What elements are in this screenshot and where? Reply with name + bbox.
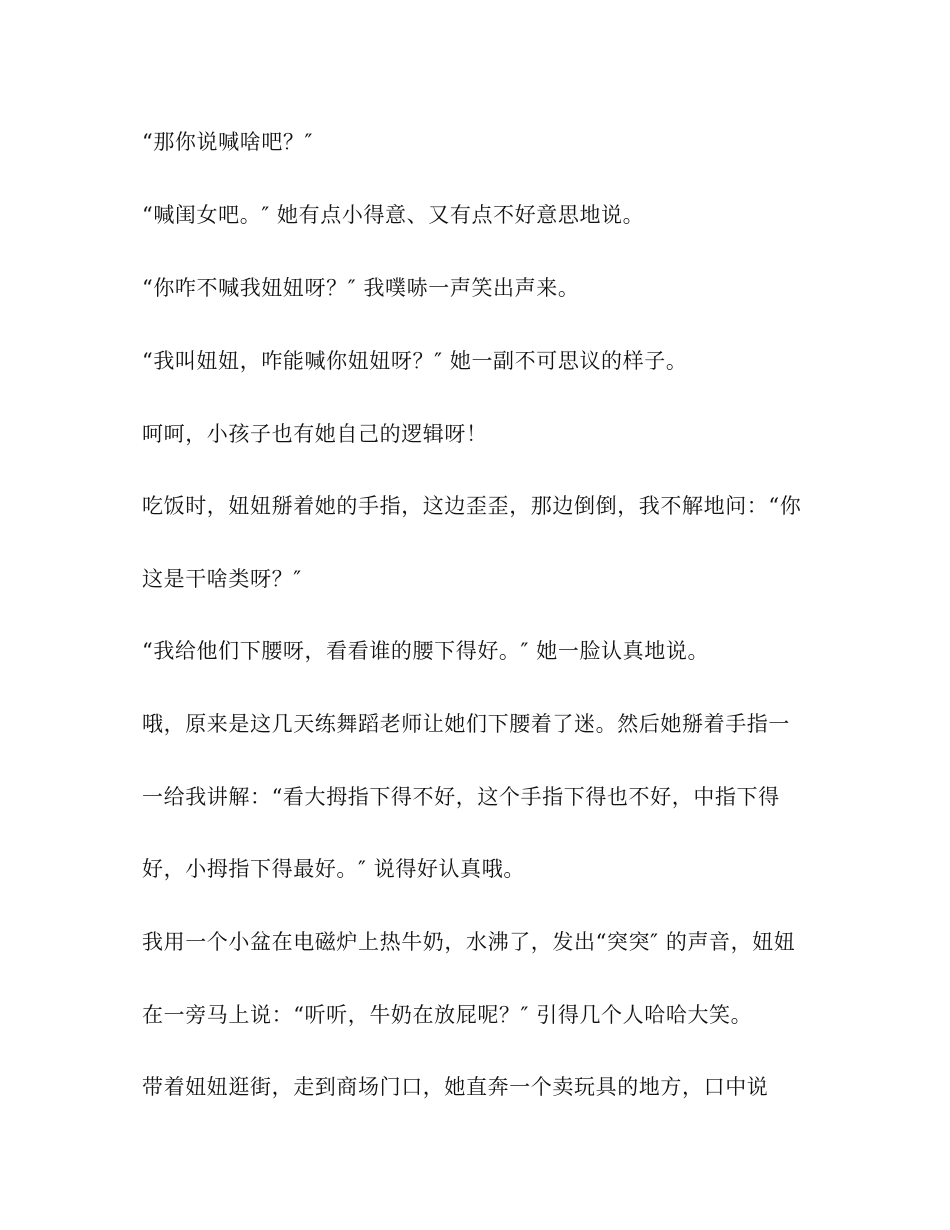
text-line-13: 在一旁马上说：“听听，牛奶在放屁呢？″ 引得几个人哈哈大笑。 <box>142 1003 753 1027</box>
text-line-11: 好，小拇指下得最好。″ 说得好认真哦。 <box>142 857 525 881</box>
text-line-14: 带着妞妞逛街，走到商场门口，她直奔一个卖玩具的地方，口中说 <box>142 1075 769 1099</box>
text-line-10: 一给我讲解：“看大拇指下得不好，这个手指下得也不好，中指下得 <box>142 785 780 809</box>
text-line-7: 这是干啥类呀？″ <box>142 567 302 591</box>
text-line-6: 吃饭时，妞妞掰着她的手指，这边歪歪，那边倒倒，我不解地问：“你 <box>142 494 802 518</box>
text-line-12: 我用一个小盆在电磁炉上热牛奶，水沸了，发出“突突″ 的声音，妞妞 <box>142 930 796 954</box>
text-line-9: 哦，原来是这几天练舞蹈老师让她们下腰着了迷。然后她掰着手指一 <box>142 712 790 736</box>
text-line-8: “我给他们下腰呀，看看谁的腰下得好。″ 她一脸认真地说。 <box>142 639 710 663</box>
text-line-4: “我叫妞妞，咋能喊你妞妞呀？″ 她一副不可思议的样子。 <box>142 349 688 373</box>
text-line-1: “那你说喊啥吧？″ <box>142 130 313 154</box>
text-line-3: “你咋不喊我妞妞呀？″ 我噗哧一声笑出声来。 <box>142 276 580 300</box>
text-line-2: “喊闺女吧。″ 她有点小得意、又有点不好意思地说。 <box>142 203 645 227</box>
text-line-5: 呵呵，小孩子也有她自己的逻辑呀！ <box>142 422 488 446</box>
